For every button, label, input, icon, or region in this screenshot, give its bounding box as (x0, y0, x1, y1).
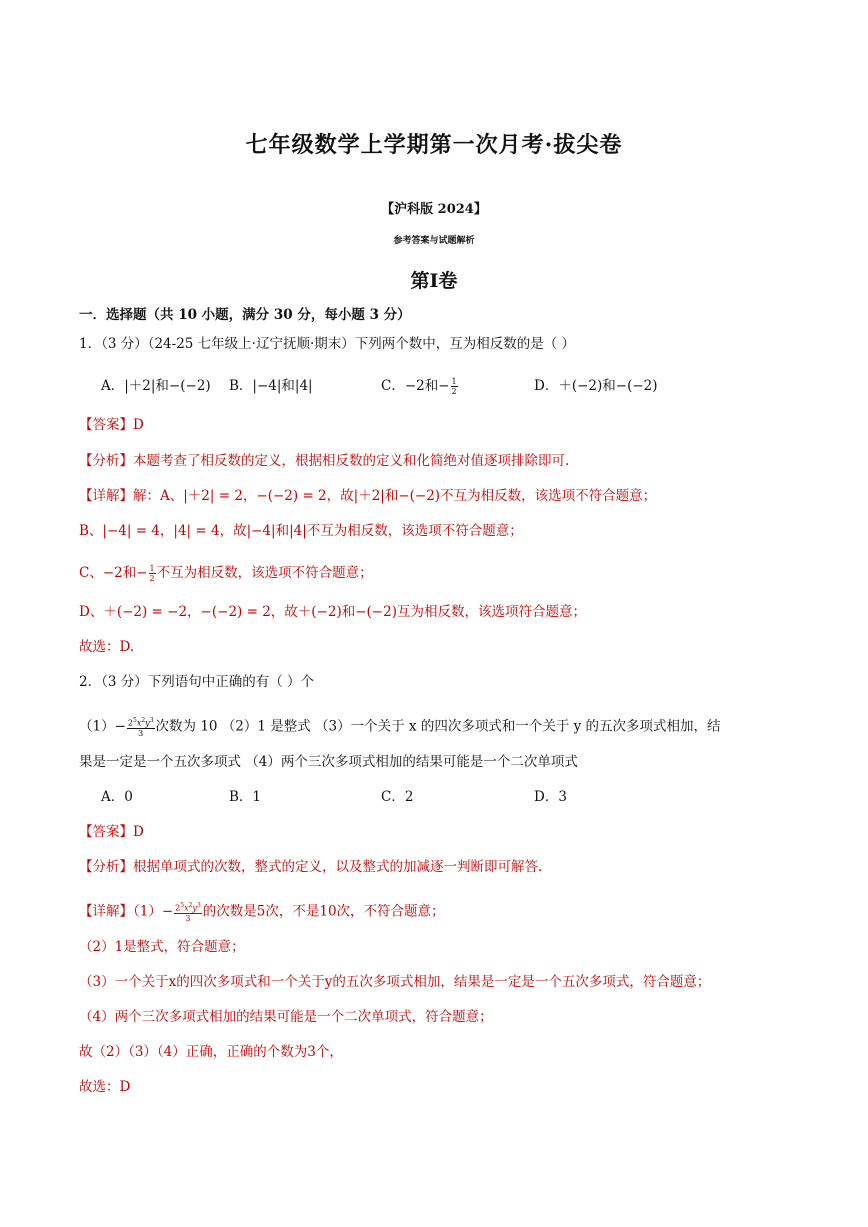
q2-detail-1: 【详解】（1）− $\frac{2^5x^2y^3}{3}$ 的次数是5次，不是10次，不符合题意； (79, 902, 445, 923)
fraction-monomial: $\frac{2^5x^2y^3}{3}$ (175, 902, 201, 923)
q2-detail-1-text: 的次数是5次，不是10次，不符合题意； (202, 903, 445, 920)
q2-detail-3: （3）一个关于x的四次多项式和一个关于y的五次多项式相加，结果是一定是一个五次多项式，符合题意； (79, 974, 711, 990)
document-subtitle: 参考答案与试题解析 (393, 236, 475, 246)
q1-option-c-text: C．−2和− (381, 378, 450, 394)
q2-answer: 【答案】D (79, 824, 144, 840)
q1-analysis: 【分析】本题考查了相反数的定义，根据相反数的定义和化简绝对值逐项排除即可. (79, 453, 570, 469)
q1-option-a: A．|＋2|和−(−2) (101, 378, 211, 394)
q2-option-d: D．3 (534, 789, 567, 805)
q1-detail-b: B、|−4| = 4，|4| = 4，故|−4|和|4|不互为相反数，该选项不符合题意； (79, 523, 523, 539)
q1-option-d: D．＋(−2)和−(−2) (534, 378, 658, 394)
q1-detail-c-pre: C、−2和− (79, 565, 148, 581)
q2-conclusion: 故选：D (79, 1079, 131, 1095)
q2-detail-4: （4）两个三次多项式相加的结果可能是一个二次单项式，符合题意； (79, 1009, 493, 1025)
q1-detail-c (79, 563, 373, 583)
q1-detail-a: 【详解】解：A、|＋2| = 2，−(−2) = 2，故|＋2|和−(−2)不互为相反数，该选项不符合题意； (79, 488, 657, 504)
q1-stem: 1．（3 分）（24-25 七年级上·辽宁抚顺·期末）下列两个数中，互为相反数的是（ ） (79, 336, 576, 352)
volume-heading: 第Ⅰ卷 (410, 270, 458, 292)
q2-statement-line-1-text: 次数为 10 （2）1 是整式 （3）一个关于 x 的四次多项式和一个关于 y 的五次多项式相加，结 (155, 718, 721, 735)
q1-answer: 【答案】D (79, 417, 144, 433)
q2-option-c: C．2 (381, 789, 414, 805)
section-heading: 一．选择题（共 10 小题，满分 30 分，每小题 3 分） (79, 307, 411, 323)
edition-label: 【沪科版 2024】 (381, 202, 487, 217)
q2-detail-2: （2）1是整式，符合题意； (79, 939, 245, 955)
q1-conclusion: 故选：D. (79, 639, 135, 655)
q1-detail-c-post: 不互为相反数，该选项不符合题意； (156, 565, 373, 581)
q2-option-a: A．0 (101, 789, 133, 805)
q2-statement-line-2: 果是一定是一个五次多项式 （4）两个三次多项式相加的结果可能是一个二次单项式 (79, 754, 578, 770)
q2-analysis: 【分析】根据单项式的次数，整式的定义，以及整式的加减逐一判断即可解答. (79, 859, 543, 875)
q2-stem: 2．（3 分）下列语句中正确的有（ ）个 (79, 674, 315, 690)
fraction-monomial: $\frac{2^5x^2y^3}{3}$ (127, 717, 154, 738)
q2-statement-line-1: （1）− $\frac{2^5x^2y^3}{3}$ 次数为 10 （2）1 是整式 （3）一个关于 x 的四次多项式和一个关于 y 的五次多项式相加，结 (79, 717, 721, 738)
q2-option-b: B．1 (229, 789, 262, 805)
q1-option-c (381, 376, 459, 396)
fraction-one-half: $\frac{1}{2}$ (451, 377, 457, 396)
document-title: 七年级数学上学期第一次月考·拔尖卷 (245, 132, 623, 158)
q1-detail-d: D、＋(−2) = −2，−(−2) = 2，故＋(−2)和−(−2)互为相反数，该选项符合题意； (79, 604, 586, 620)
fraction-one-half: $\frac{1}{2}$ (149, 564, 155, 583)
q1-option-b: B．|−4|和|4| (229, 378, 313, 394)
q2-detail-5: 故（2）（3）（4）正确，正确的个数为3个， (79, 1044, 343, 1060)
